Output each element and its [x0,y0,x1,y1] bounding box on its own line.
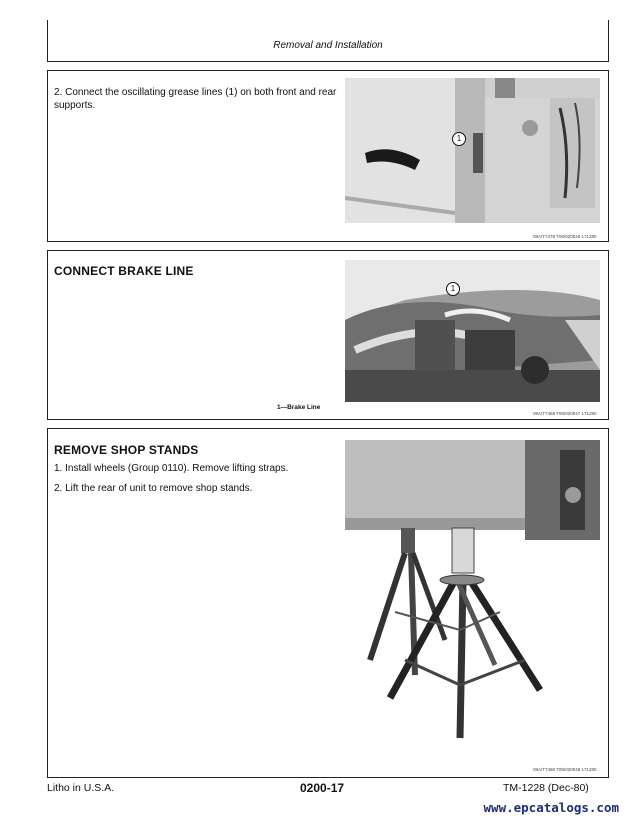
photo-code-1: 08A/T7478 T09/020046 171280 [533,234,597,239]
section-shop-stands [47,428,609,778]
page-header [47,20,609,62]
callout-1-label: 1 [456,134,462,143]
step-lift-rear: 2. Lift the rear of unit to remove shop stands. [54,483,253,494]
footer-litho: Litho in U.S.A. [47,782,115,794]
photo-code-3: 08A/T7488 T09/020048 171280 [533,767,597,772]
heading-connect-brake-line: CONNECT BRAKE LINE [54,264,194,278]
callout-1-circle [452,132,466,146]
footer-tm-number: TM-1228 (Dec-80) [503,782,589,794]
page-number: 0200-17 [300,781,345,795]
callout-1-circle [446,282,460,296]
photo-brake-line [345,260,600,402]
photo-grease-lines [345,78,600,223]
heading-remove-shop-stands: REMOVE SHOP STANDS [54,443,199,457]
callout-1-label: 1 [450,284,456,293]
header-title: Removal and Installation [273,40,383,51]
photo-code-2: 08A/T7468 T09/020047 171280 [533,411,597,416]
section-grease-lines [47,70,609,242]
photo-shop-stands [345,440,600,758]
step-install-wheels: 1. Install wheels (Group 0110). Remove lifting straps. [54,463,289,474]
section-brake-line [47,250,609,420]
step-connect-grease-lines: 2. Connect the oscillating grease lines (1) on both front and rear supports. [54,87,337,111]
watermark-text[interactable]: www.epcatalogs.com [483,800,619,815]
legend-brake-line: 1—Brake Line [277,404,321,411]
